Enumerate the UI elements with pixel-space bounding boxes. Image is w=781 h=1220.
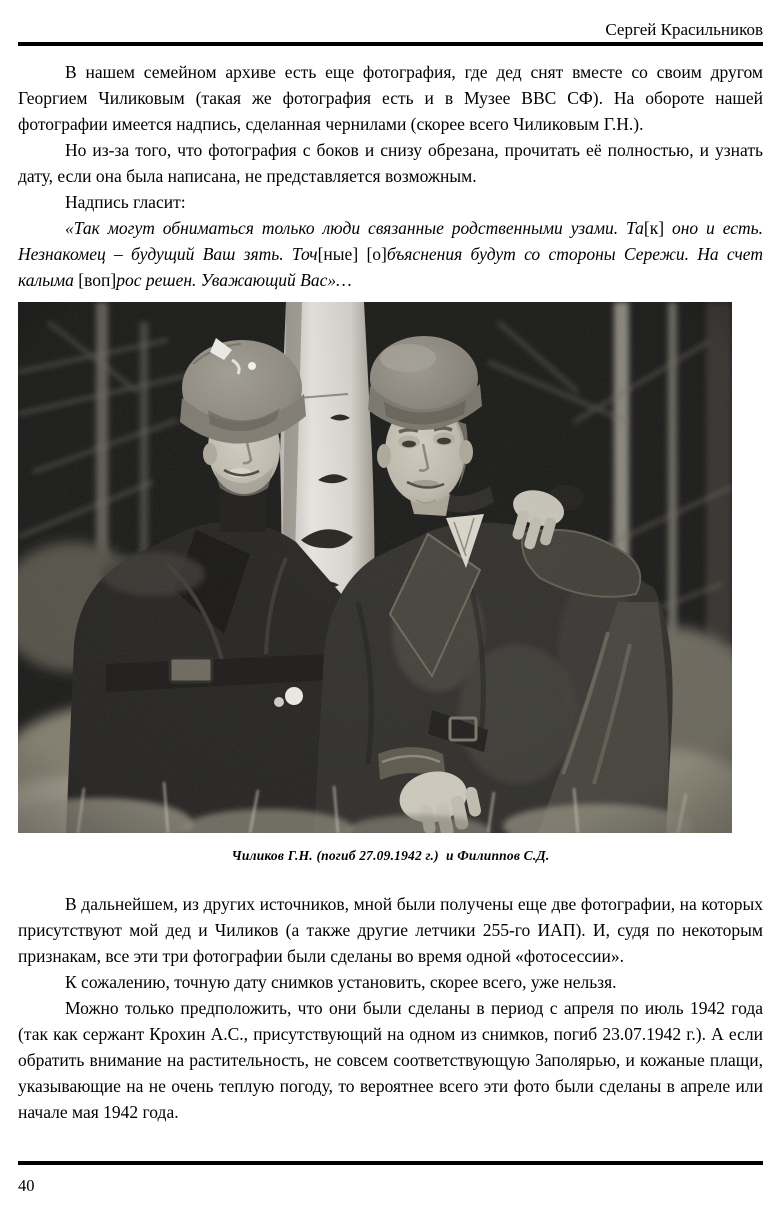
photo-caption: Чиликов Г.Н. (погиб 27.09.1942 г.) и Филиппов С.Д. bbox=[231, 848, 550, 863]
page-body bbox=[18, 59, 763, 1125]
paragraph-family-archive: В нашем семейном архиве есть еще фотография, где дед снят вместе со своим другом Георгием Чиликовым (такая же фотография есть и в Музее ВВС СФ). На обороте нашей фотографии имеется надпись, сделанная чернилами (скорее всего Чиликовым Г.Н.). bbox=[18, 62, 763, 134]
page-footer bbox=[18, 1165, 763, 1220]
page-number: 40 bbox=[18, 1176, 35, 1195]
header-rule bbox=[18, 42, 763, 46]
flex-spacer bbox=[18, 1125, 763, 1153]
paragraph-date-guess: Можно только предположить, что они были сделаны в период с апреля по июль 1942 года (так как сержант Крохин А.С., присутствующий на одном из снимков, погиб 23.07.1942 г.). А если обратить внимание на растительность, не совсем соответствующую Заполярью, и кожаные плащи, указывающие на не очень теплую погоду, то вероятнее всего эти фото были сделаны в апреле или начале мая 1942 года. bbox=[18, 998, 763, 1122]
paragraph-photo-cropped: Но из-за того, что фотография с боков и снизу обрезана, прочитать её полностью, и узнать дату, если она была написана, не представляется возможным. bbox=[18, 140, 763, 186]
photo-chilikov-filippov bbox=[18, 302, 732, 833]
inscription-quote: «Так могут обниматься только люди связанные родственными узами. Та[к] оно и есть. Незнакомец – будущий Ваш зять. Точ[ные] [о]бъяснения будут со стороны Сережи. На счет калыма [воп]рос решен. Уважающий Вас»… bbox=[18, 218, 764, 290]
photo-figure bbox=[18, 302, 763, 864]
header-author: Сергей Красильников bbox=[605, 20, 763, 39]
paragraph-inscription-lead: Надпись гласит: bbox=[65, 192, 186, 212]
paragraph-more-photos: В дальнейшем, из других источников, мной были получены еще две фотографии, на которых присутствуют мой дед и Чиликов (а также другие летчики 255-го ИАП). И, судя по некоторым признакам, все эти три фотографии были сделаны во время одной «фотосессии». bbox=[18, 894, 763, 966]
paragraph-date-unknown: К сожалению, точную дату снимков установить, скорее всего, уже нельзя. bbox=[65, 972, 617, 992]
page-header bbox=[18, 0, 763, 40]
